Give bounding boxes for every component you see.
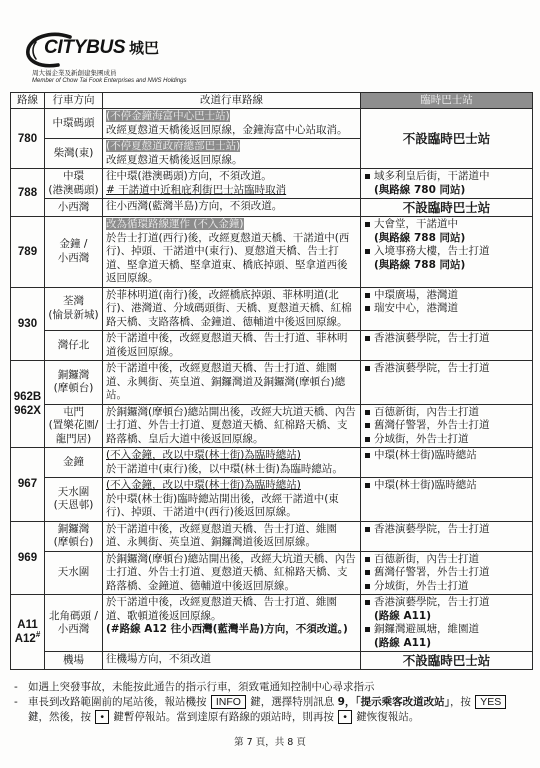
diversion-text: 改經夏慤道天橋後返回原線，金鐘海富中心站取消。 [106, 123, 348, 136]
diversion-line [106, 332, 357, 359]
temporary-stop [364, 479, 529, 493]
direction-cell [45, 521, 103, 551]
diversion-line [106, 653, 357, 667]
route-number: 967 [17, 478, 38, 491]
note-text: ，按 [449, 696, 475, 708]
diversion-cell [103, 652, 361, 670]
page-header [0, 0, 540, 92]
diversion-text: 於干諾道中後，改經夏慤道天橋、告士打道、維園道、永興街、英皇道、銅鑼灣道及銅鑼灣(摩頓台)總站。 [106, 362, 346, 401]
stop-name: 舊灣仔警署，外告士打道 [374, 419, 490, 431]
stop-name: 大會堂，干諾道中 [374, 218, 458, 230]
direction-label: 銅鑼灣 [57, 368, 90, 381]
temporary-stop [364, 596, 529, 623]
stop-note: (與路線 788 同站) [374, 231, 466, 244]
notes [12, 680, 528, 725]
table-header [11, 93, 533, 109]
info-key: INFO [211, 695, 246, 709]
direction-label: (愉景新城) [48, 308, 99, 321]
diversion-text: 於銅鑼灣(摩頓台)總站開出後，改經大坑道天橋、內告士打道、外告士打道、夏慤道天橋、紅棉路天橋、支路落橋、皇后大道中後返回原線。 [106, 405, 356, 445]
header-row [11, 93, 533, 109]
direction-cell [45, 361, 103, 405]
diversion-text: 於菲林明道(南行)後，改經橋底掉頭、菲林明道(北行)、港灣道、分域碼頭街、天橋、夏慤道天橋、紅棉路天橋、支路落橋、金鐘道、德輔道中後返回原線。 [106, 288, 352, 328]
direction-label: 柴灣(東) [53, 146, 94, 159]
temporary-stop [364, 566, 529, 580]
route-number-cell [11, 109, 45, 169]
table-row [11, 521, 533, 551]
diversion-cell [103, 139, 361, 169]
temporary-stop [364, 580, 529, 594]
diversion-line [106, 623, 357, 637]
temporary-stop [364, 289, 529, 303]
temporary-stop-cell [361, 595, 533, 652]
temporary-stop-cell [361, 521, 533, 551]
column-header-direction: 行車方向 [45, 93, 103, 109]
diversion-highlight: (不停金鐘海富中心巴士站) [106, 110, 230, 122]
direction-label: (摩頓台) [53, 382, 94, 395]
diversion-cell [103, 404, 361, 448]
stop-name: 分域街，外告士打道 [374, 579, 469, 592]
table-row [11, 199, 533, 217]
stop-name: 百德新街，內告士打道 [374, 552, 479, 565]
direction-label: 屯門 [63, 405, 84, 418]
diversion-line [106, 596, 357, 623]
diversion-cell [103, 109, 361, 139]
diversion-highlight: (不停夏慤道政府總部巴士站) [106, 140, 241, 152]
stop-name: 香港演藝學院，告士打道 [374, 332, 490, 344]
temporary-stop [364, 433, 529, 447]
direction-label: (置樂花園/ [48, 419, 99, 431]
stop-note: (與路線 780 同站) [374, 183, 466, 196]
diversion-text: 於干諾道中後，改經夏慤道天橋、告士打道、維園道、永興街、英皇道、銅鑼灣道後返回原線。 [106, 522, 337, 548]
direction-label: 金鐘 [63, 455, 84, 468]
diversion-cell [103, 448, 361, 478]
direction-label: 小西灣 [57, 200, 90, 213]
temporary-stop [364, 449, 529, 463]
route-number: A11 [17, 619, 38, 631]
direction-label: 銅鑼灣 [57, 522, 90, 535]
diversion-text: 於中環(林士街)臨時總站開出後，改經干諾道中(東行)、掉頭、干諾道中(西行)後返回原線。 [106, 492, 339, 518]
announce-key: • [95, 710, 109, 724]
diversion-text: 於干諾道中後，改經夏慤道天橋、告士打道、維園道、歌頓道後返回原線。 [106, 596, 337, 622]
temporary-stop [364, 419, 529, 433]
note-text: 鍵恢復報站。 [352, 711, 420, 723]
table-row [11, 169, 533, 199]
direction-label: 小西灣 [57, 623, 90, 635]
stop-name: 分域街，外告士打道 [374, 432, 469, 445]
stop-note: (路線 A11) [374, 609, 431, 622]
route-number-cell [11, 217, 45, 288]
diversion-line [106, 200, 357, 214]
table-row [11, 109, 533, 139]
table-row [11, 287, 533, 331]
direction-label: (摩頓台) [53, 536, 94, 548]
logo-tagline-zh: 周大福企業及新創建集團成員 [32, 69, 117, 77]
stop-name: 百德新街，內告士打道 [374, 405, 479, 418]
temporary-stop-cell [361, 361, 533, 405]
direction-label: 荃灣 [63, 295, 84, 308]
route-number: 780 [17, 132, 38, 145]
diversion-line [106, 362, 357, 403]
route-number: 962B [13, 391, 42, 403]
diversion-cell [103, 551, 361, 595]
direction-label: 北角碼頭 / [49, 609, 98, 622]
note-text: 如遇上突發事故，未能按此通告的指示行車，須致電通知控制中心尋求指示 [28, 681, 375, 693]
diversion-cell [103, 217, 361, 288]
route-footnote-mark: # [35, 630, 41, 640]
table-row [11, 331, 533, 361]
temporary-stop-cell [361, 448, 533, 478]
route-number: 788 [17, 186, 38, 199]
table-row [11, 448, 533, 478]
diversion-line [106, 140, 357, 154]
announce-key: • [338, 710, 352, 724]
diversion-line [106, 110, 357, 124]
diversion-text: 於告士打道(西行)後，改經夏慤道天橋、干諾道中(西行)、掉頭、干諾道中(東行)、夏慤道天橋、告士打道、堅拿道天橋、堅拿道東、橋底掉頭、堅拿道西後返回原線。 [106, 231, 350, 284]
temporary-stop [364, 170, 529, 197]
diversion-text: 於干諾道中後，改經夏慤道天橋、告士打道、菲林明道後返回原線。 [106, 332, 348, 358]
note-item [12, 680, 528, 695]
direction-label: 中環碼頭 [52, 116, 95, 129]
diversion-cell [103, 361, 361, 405]
stop-name: 入境事務大樓，告士打道 [374, 245, 490, 257]
direction-cell [45, 404, 103, 448]
direction-cell [45, 595, 103, 652]
diversion-notice: (不入金鐘，改以中環(林士街)為臨時總站) [106, 449, 301, 461]
stop-name: 香港演藝學院，告士打道 [374, 596, 490, 608]
diversion-cell [103, 331, 361, 361]
logo-brand: CITYBUS [44, 37, 126, 58]
diversion-notice: # 干諾道中近租庇利街巴士站臨時取消 [106, 183, 287, 196]
route-number-cell [11, 595, 45, 670]
direction-label: 金鐘 / [59, 238, 88, 251]
diversion-cell [103, 199, 361, 217]
direction-cell [45, 139, 103, 169]
diversion-text: 於銅鑼灣(摩頓台)總站開出後，改經大坑道天橋、內告士打道、外告士打道、夏慤道天橋、紅棉路天橋、支路落橋、金鐘道、德輔道中後返回原線。 [106, 552, 356, 592]
route-number-cell [11, 287, 45, 361]
direction-cell [45, 287, 103, 331]
direction-label: 機場 [63, 653, 84, 666]
column-header-temporary-stops: 臨時巴士站 [361, 93, 533, 109]
temporary-stop-cell [361, 551, 533, 595]
diversion-line [106, 184, 357, 198]
diversion-remark: (#路線 A12 往小西灣(藍灣半島)方向，不須改道。) [106, 623, 348, 635]
note-emphasis: 9，「提示乘客改道改站」 [337, 696, 450, 708]
direction-label: 天水圍 [57, 566, 90, 578]
temporary-stop-cell [361, 331, 533, 361]
table-row [11, 217, 533, 288]
stop-name: 香港演藝學院，告士打道 [374, 522, 490, 535]
route-number-cell [11, 169, 45, 217]
table-body [11, 109, 533, 670]
temporary-stop-cell [361, 217, 533, 288]
column-header-route: 路線 [11, 93, 45, 109]
stop-name: 域多利皇后街，干諾道中 [374, 170, 490, 182]
temporary-stop [364, 362, 529, 376]
note-item [12, 695, 528, 725]
direction-cell [45, 169, 103, 199]
note-text: 鍵，然後，按 [28, 711, 95, 723]
temporary-stop [364, 523, 529, 537]
route-number: 789 [17, 245, 38, 258]
temporary-stop [364, 623, 529, 650]
no-temporary-stop: 不設臨時巴士站 [361, 199, 533, 217]
diversion-text: 往中環(港澳碼頭)方向，不須改道。 [106, 170, 272, 182]
logo-brand-zh: 城巴 [129, 39, 160, 57]
table-row [11, 652, 533, 670]
diversion-line [106, 170, 357, 184]
direction-label: (天恩邨) [53, 499, 94, 512]
diversion-text: 於干諾道中(東行)後，以中環(林士街)為臨時總站。 [106, 462, 343, 475]
table-row [11, 404, 533, 448]
direction-label: (港澳碼頭) [48, 183, 99, 196]
diversion-cell [103, 478, 361, 522]
diversion-line [106, 493, 357, 520]
diversion-cell [103, 287, 361, 331]
diversion-text: 改經夏慤道天橋後返回原線。 [106, 153, 243, 166]
table-row [11, 361, 533, 405]
route-number-cell [11, 521, 45, 595]
route-number-cell [11, 448, 45, 522]
temporary-stop-cell [361, 287, 533, 331]
diversion-highlight: 改為循環路線運作 (不入金鐘) [106, 218, 244, 230]
direction-cell [45, 331, 103, 361]
temporary-stop [364, 302, 529, 316]
direction-label: 中環 [63, 170, 84, 182]
table-row [11, 551, 533, 595]
diversion-cell [103, 595, 361, 652]
diversion-line [106, 463, 357, 477]
direction-label: 天水圍 [57, 485, 90, 498]
direction-cell [45, 199, 103, 217]
direction-cell [45, 652, 103, 670]
diversion-line [106, 232, 357, 286]
yes-key: YES [475, 695, 506, 709]
diversion-line [106, 154, 357, 168]
stop-name: 舊灣仔警署，外告士打道 [374, 566, 490, 578]
temporary-stop-cell [361, 478, 533, 522]
diversion-line [106, 523, 357, 550]
direction-cell [45, 448, 103, 478]
note-text: 鍵暫停報站。當到達原有路線的頭站時，則再按 [110, 711, 338, 723]
stop-name: 瑞安中心，港灣道 [374, 302, 458, 314]
stop-note: (路線 A11) [374, 636, 431, 649]
temporary-stop [364, 553, 529, 567]
no-temporary-stop: 不設臨時巴士站 [361, 109, 533, 169]
page-number: 第 7 頁，共 8 頁 [234, 737, 306, 748]
direction-label: 小西灣 [57, 251, 90, 264]
logo-tagline-en: Member of Chow Tai Fook Enterprises and NWS Holdings [32, 78, 187, 84]
route-number: 962X [14, 405, 41, 417]
diversion-table [10, 92, 533, 670]
diversion-notice: (不入金鐘，改以中環(林士街)為臨時總站) [106, 479, 301, 491]
diversion-line [106, 553, 357, 594]
temporary-stop [364, 332, 529, 346]
temporary-stop-cell [361, 169, 533, 199]
route-number: A12 [14, 633, 36, 645]
direction-label: 灣仔北 [57, 338, 90, 351]
route-number: 930 [17, 317, 38, 330]
table-row [11, 478, 533, 522]
diversion-text: 往小西灣(藍灣半島)方向，不須改道。 [106, 200, 283, 212]
column-header-diversion: 改道行車路線 [103, 93, 361, 109]
stop-name: 中環(林士街)臨時總站 [374, 479, 477, 491]
temporary-stop-cell [361, 404, 533, 448]
diversion-line [106, 479, 357, 493]
diversion-line [106, 449, 357, 463]
note-text: 車長到改路範圍前的尾站後，報站機按 [28, 696, 210, 708]
route-number: 969 [17, 551, 38, 564]
note-text: 鍵，選擇特別訊息 [246, 696, 338, 708]
diversion-cell [103, 521, 361, 551]
diversion-line [106, 406, 357, 447]
stop-name: 香港演藝學院，告士打道 [374, 362, 490, 374]
temporary-stop [364, 245, 529, 272]
diversion-text: 往機場方向，不須改道 [106, 653, 211, 665]
stop-name: 銅鑼灣避風塘，維園道 [374, 623, 479, 635]
stop-note: (與路線 788 同站) [374, 258, 466, 271]
direction-cell [45, 109, 103, 139]
diversion-line [106, 124, 357, 138]
stop-name: 中環廣場，港灣道 [374, 288, 458, 301]
diversion-line [106, 218, 357, 232]
route-number-cell [11, 361, 45, 448]
temporary-stop [364, 406, 529, 420]
diversion-cell [103, 169, 361, 199]
stop-name: 中環(林士街)臨時總站 [374, 449, 477, 461]
temporary-stop [364, 218, 529, 245]
no-temporary-stop: 不設臨時巴士站 [361, 652, 533, 670]
table-row [11, 595, 533, 652]
direction-cell [45, 217, 103, 288]
direction-cell [45, 551, 103, 595]
direction-cell [45, 478, 103, 522]
direction-label: 龍門居) [55, 432, 92, 445]
diversion-line [106, 289, 357, 330]
